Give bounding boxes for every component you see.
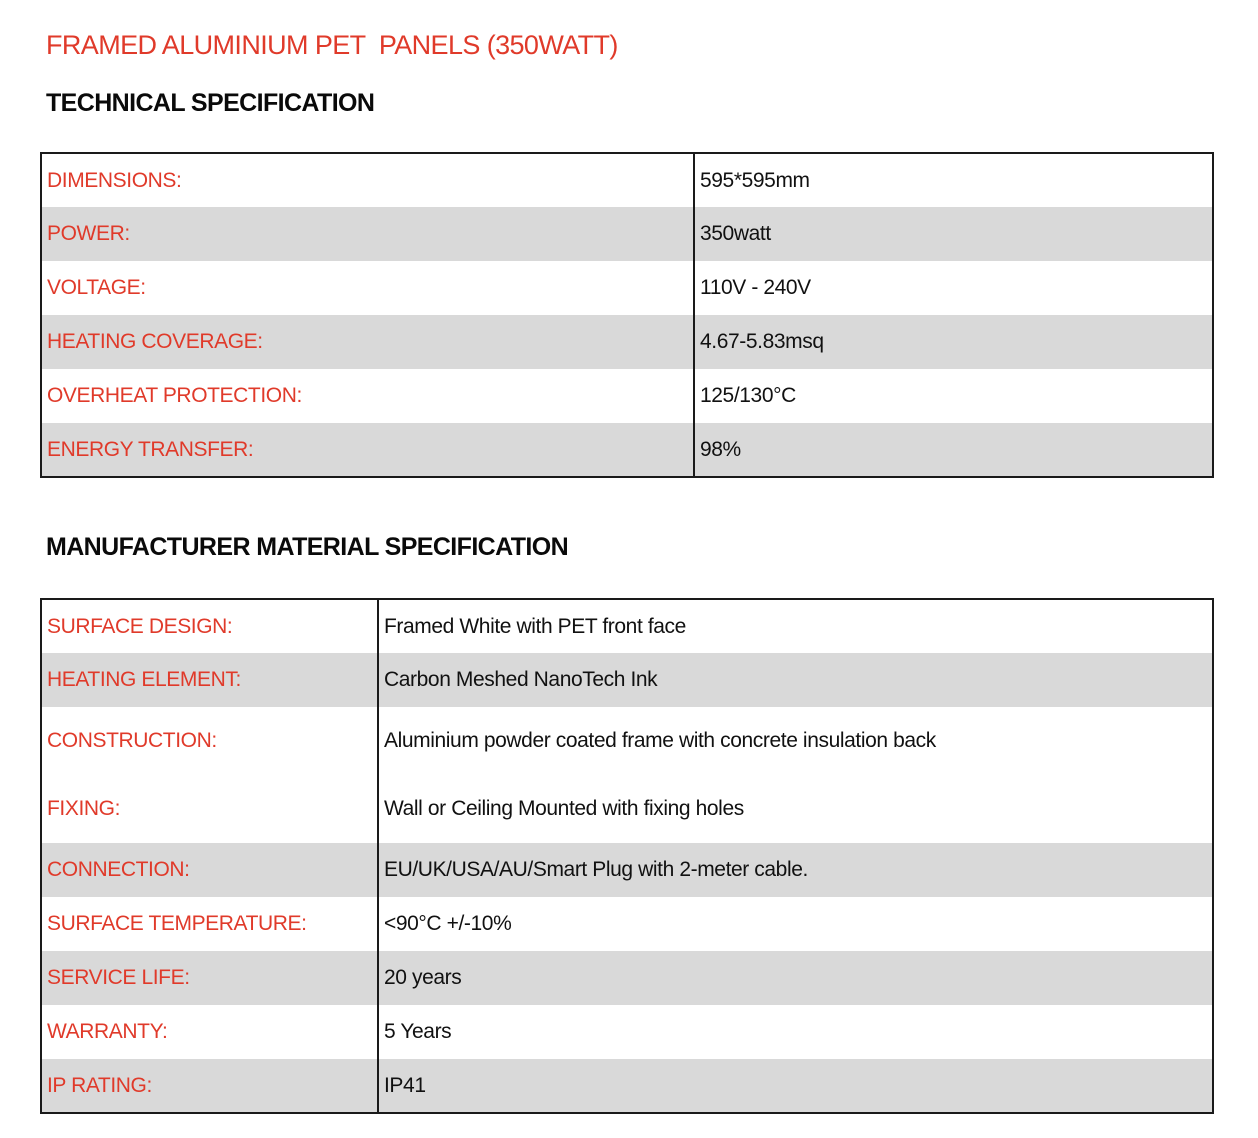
spec-label: CONNECTION: (41, 843, 378, 897)
spec-label: IP RATING: (41, 1059, 378, 1113)
table-row (41, 315, 1213, 369)
table-row (41, 599, 1213, 653)
spec-label: POWER: (41, 207, 694, 261)
manufacturer-spec-table (40, 598, 1214, 1114)
spec-value: Carbon Meshed NanoTech Ink (378, 653, 1213, 707)
spec-value: 125/130°C (700, 384, 796, 407)
spec-value: Wall or Ceiling Mounted with fixing holes (384, 797, 744, 820)
spec-label: DIMENSIONS: (41, 153, 694, 207)
spec-value: 20 years (378, 951, 1213, 1005)
spec-value: Framed White with PET front face (384, 614, 686, 638)
spec-value: IP41 (378, 1059, 1213, 1113)
spec-value: Aluminium powder coated frame with concrete insulation back (384, 729, 936, 752)
manufacturer-spec-heading: MANUFACTURER MATERIAL SPECIFICATION (46, 533, 569, 561)
table-row (41, 261, 1213, 315)
table-row (41, 653, 1213, 707)
page-title: FRAMED ALUMINIUM PET PANELS (350WATT) (46, 30, 618, 60)
spec-value: 350watt (694, 207, 1213, 261)
spec-label: SURFACE DESIGN: (41, 599, 378, 653)
spec-label: OVERHEAT PROTECTION: (41, 369, 694, 423)
technical-spec-table (40, 152, 1214, 478)
table-row (41, 369, 1213, 423)
spec-value: 595*595mm (700, 168, 810, 192)
spec-value: 110V - 240V (700, 276, 811, 299)
spec-label: WARRANTY: (41, 1005, 378, 1059)
table-row (41, 775, 1213, 843)
spec-label: HEATING COVERAGE: (41, 315, 694, 369)
spec-value: 98% (694, 423, 1213, 477)
spec-label: FIXING: (41, 775, 378, 843)
table-row (41, 1059, 1213, 1113)
spec-value: 5 Years (384, 1020, 452, 1043)
spec-label: CONSTRUCTION: (41, 707, 378, 775)
spec-label: SURFACE TEMPERATURE: (41, 897, 378, 951)
table-row (41, 897, 1213, 951)
spec-label: ENERGY TRANSFER: (41, 423, 694, 477)
spec-label: HEATING ELEMENT: (41, 653, 378, 707)
spec-value: <90°C +/-10% (384, 912, 512, 935)
spec-label: SERVICE LIFE: (41, 951, 378, 1005)
table-row (41, 1005, 1213, 1059)
spec-label: VOLTAGE: (41, 261, 694, 315)
table-row (41, 153, 1213, 207)
table-row (41, 951, 1213, 1005)
table-row (41, 707, 1213, 775)
table-row (41, 843, 1213, 897)
table-row (41, 423, 1213, 477)
table-row (41, 207, 1213, 261)
spec-value: 4.67-5.83msq (694, 315, 1213, 369)
spec-value: EU/UK/USA/AU/Smart Plug with 2-meter cable. (378, 843, 1213, 897)
technical-spec-heading: TECHNICAL SPECIFICATION (46, 89, 375, 117)
